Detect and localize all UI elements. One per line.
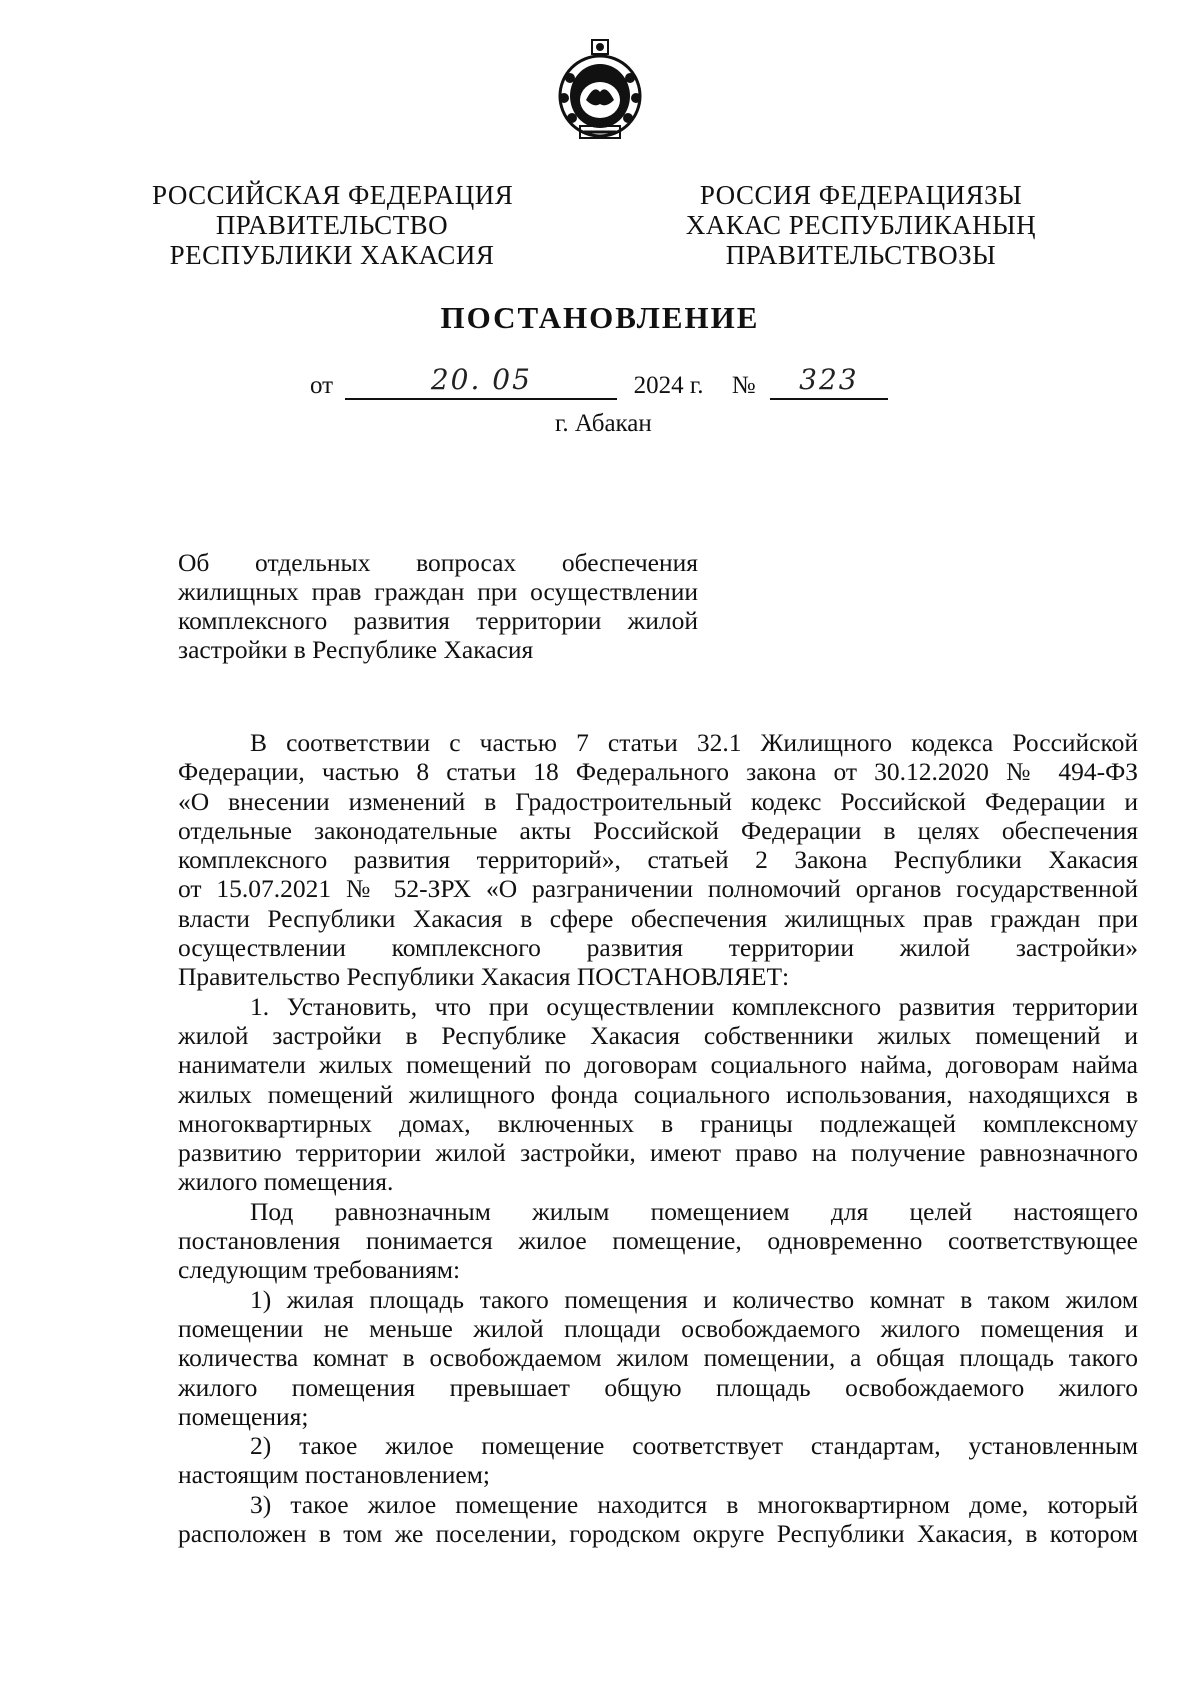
number-handwritten: 323 [799, 363, 859, 396]
body-line: настоящим постановлением; [178, 1460, 490, 1490]
document-type: ПОСТАНОВЛЕНИЕ [440, 300, 760, 335]
body-line: от 15.07.2021 № 52-ЗРХ «О разграничении полномочий органов государственной [178, 874, 1138, 904]
body-line: расположен в том же поселении, городском округе Республики Хакасия, в котором [178, 1519, 1138, 1549]
header-right-line: ХАКАС РЕСПУБЛИКАНЫҢ [685, 210, 1037, 240]
body-line: комплексного развития территорий», статьей 2 Закона Республики Хакасия [178, 845, 1138, 875]
body-line: отдельные законодательные акты Российской Федерации в целях обеспечения [178, 815, 1138, 845]
body-line: следующим требованиям: [178, 1255, 461, 1285]
header-right-line: РОССИЯ ФЕДЕРАЦИЯЗЫ [699, 180, 1023, 210]
body-line: развитию территории жилой застройки, имеют право на получение равнозначного [178, 1138, 1138, 1168]
dateline [310, 363, 888, 408]
city: г. Абакан [555, 410, 652, 437]
header-left-line: ПРАВИТЕЛЬСТВО [215, 210, 449, 240]
body-line: многоквартирных домах, включенных в границы подлежащей комплексному [178, 1108, 1138, 1138]
subject-block [178, 548, 698, 664]
body-line: Правительство Республики Хакасия ПОСТАНОВЛЯЕТ: [178, 962, 790, 992]
from-label: от [310, 372, 334, 399]
body-line: «О внесении изменений в Градостроительный кодекс Российской Федерации и [178, 786, 1138, 816]
document-body [178, 728, 1138, 1548]
body-line: помещении не меньше жилой площади освобождаемого жилого помещения и [178, 1313, 1138, 1343]
subject-line: комплексного развития территории жилой [178, 606, 698, 635]
subject-line: застройки в Республике Хакасия [178, 635, 534, 664]
date-handwritten: 20. 05 [430, 363, 532, 396]
body-line: 1. Установить, что при осуществлении комплексного развития территории [250, 991, 1138, 1021]
number-field [770, 363, 888, 400]
coat-of-arms-icon [550, 38, 650, 142]
header-left-line: РОССИЙСКАЯ ФЕДЕРАЦИЯ [152, 180, 514, 210]
subject-line: Об отдельных вопросах обеспечения [178, 548, 698, 577]
body-line: жилой застройки в Республике Хакасия собственники жилых помещений и [178, 1020, 1138, 1050]
number-label: № [731, 372, 756, 399]
body-line: 3) такое жилое помещение находится в многоквартирном доме, который [250, 1489, 1138, 1519]
body-line: жилых помещений жилищного фонда социального использования, находящихся в [178, 1079, 1138, 1109]
header-left [152, 180, 512, 270]
header-right-line: ПРАВИТЕЛЬСТВОЗЫ [725, 240, 997, 270]
date-field [345, 363, 617, 400]
body-line: жилого помещения превышает общую площадь освобождаемого жилого [178, 1372, 1138, 1402]
header-right [676, 180, 1046, 270]
subject-line: жилищных прав граждан при осуществлении [178, 577, 698, 606]
body-line: В соответствии с частью 7 статьи 32.1 Жилищного кодекса Российской [250, 728, 1138, 757]
body-line: количества комнат в освобождаемом жилом помещении, а общая площадь такого [178, 1343, 1138, 1373]
body-line: Под равнозначным жилым помещением для целей настоящего [250, 1196, 1138, 1226]
body-line: наниматели жилых помещений по договорам социального найма, договорам найма [178, 1050, 1138, 1080]
body-line: Федерации, частью 8 статьи 18 Федерального закона от 30.12.2020 № 494-ФЗ [178, 757, 1138, 787]
body-line: осуществлении комплексного развития территории жилой застройки» [178, 933, 1138, 963]
body-line: 2) такое жилое помещение соответствует стандартам, установленным [250, 1431, 1138, 1461]
header-left-line: РЕСПУБЛИКИ ХАКАСИЯ [169, 240, 495, 270]
body-line: постановления понимается жилое помещение, одновременно соответствующее [178, 1226, 1138, 1256]
year-text: 2024 г. [633, 372, 704, 399]
body-line: власти Республики Хакасия в сфере обеспечения жилищных прав граждан при [178, 903, 1138, 933]
body-line: 1) жилая площадь такого помещения и количество комнат в таком жилом [250, 1284, 1138, 1314]
body-line: помещения; [178, 1401, 309, 1431]
body-line: жилого помещения. [178, 1167, 394, 1197]
